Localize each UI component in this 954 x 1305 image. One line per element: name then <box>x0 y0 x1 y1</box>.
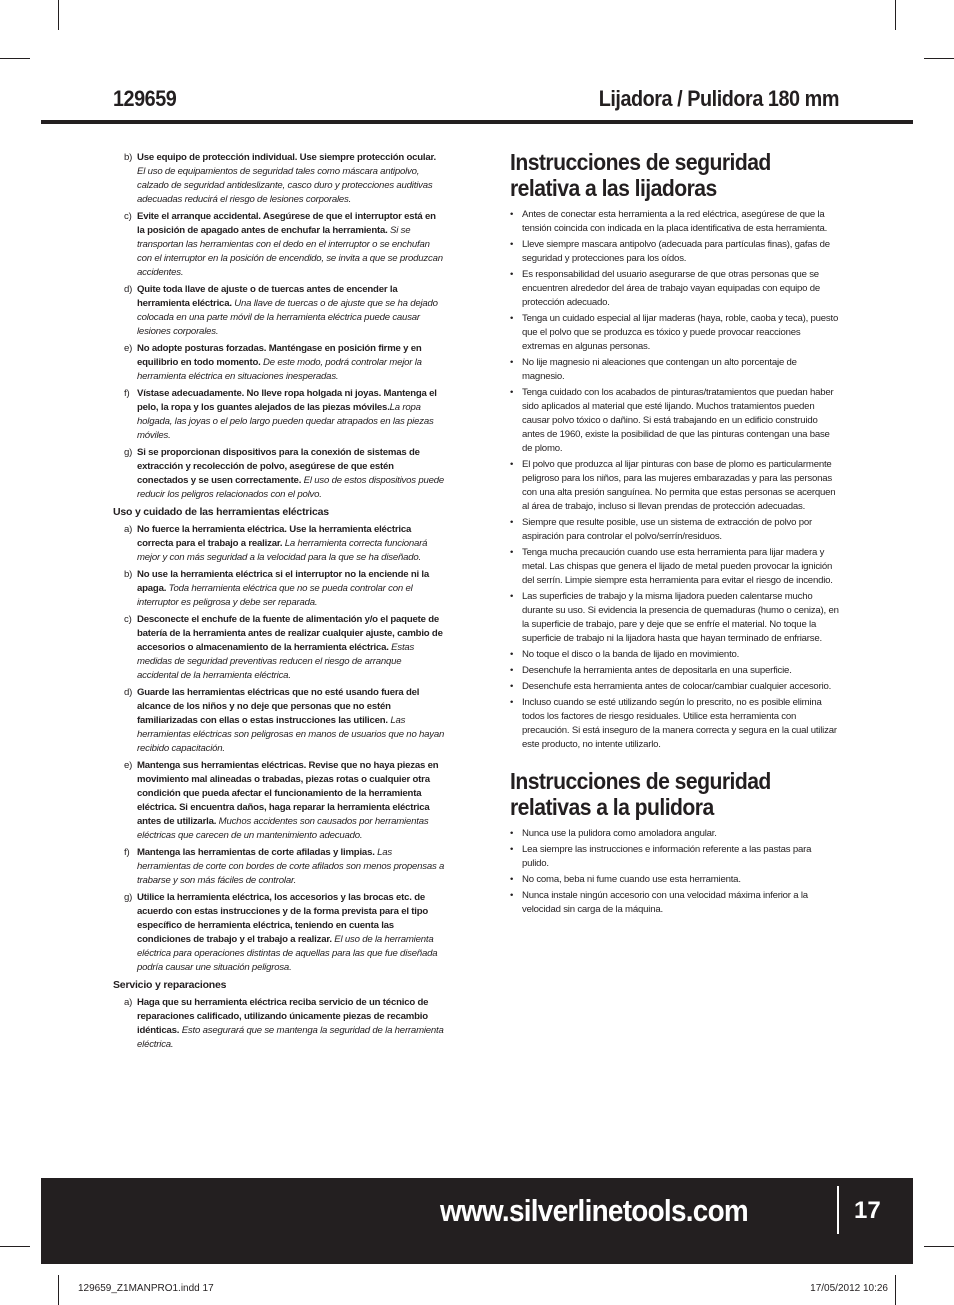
bullet-item: • No coma, beba ni fume cuando use esta herramienta. <box>510 873 840 887</box>
safety-item <box>113 759 445 843</box>
safety-item <box>113 568 445 610</box>
bullet-item: • Antes de conectar esta herramienta a la red eléctrica, asegúrese de que la tensión coincida con indicada en la placa identificativa de esta herramienta. <box>510 208 840 236</box>
website-link[interactable]: www.silverlinetools.com <box>440 1193 748 1228</box>
item-body-text: El uso de estos dispositivos puede reducir los peligros relacionados con el polvo. <box>137 475 445 500</box>
crop-mark <box>924 1246 954 1247</box>
item-letter: e) <box>124 343 133 354</box>
item-bold-text: Haga que su herramienta eléctrica reciba servicio de un técnico de reparaciones calificado, utilizando únicamente piezas de recambio idénticas. <box>137 997 429 1036</box>
item-bold-text: Use equipo de protección individual. Use siempre protección ocular. <box>137 152 437 163</box>
section-title-polisher: Instrucciones de seguridad relativas a la pulidora <box>510 768 771 820</box>
page-title: Lijadora / Pulidora 180 mm <box>598 86 839 111</box>
item-letter: c) <box>124 211 132 222</box>
item-bold-text: Vístase adecuadamente. No lleve ropa holgada ni joyas. Mantenga el pelo, la ropa y los guantes alejados de las piezas móviles. <box>137 388 437 413</box>
bullet-item: • Tenga un cuidado especial al lijar maderas (haya, roble, caoba y teca), puesto que el polvo que se produzca es tóxico y puede provocar reacciones extremas en algunas personas. <box>510 312 840 354</box>
item-body-text: El uso de equipamientos de seguridad tales como máscara antipolvo, calzado de seguridad antideslizante, casco duro y protecciones auditivas adecuadas reducirá el riesgo de lesiones corporales. <box>137 166 433 205</box>
item-body-text: Muchos accidentes son causados por herramientas eléctricas que carecen de un mantenimiento adecuado. <box>137 816 429 841</box>
item-letter: g) <box>124 447 133 458</box>
safety-item <box>113 387 445 443</box>
item-letter: e) <box>124 760 133 771</box>
product-code: 129659 <box>113 86 177 111</box>
page-number: 17 <box>854 1197 881 1224</box>
bullet-item: • Incluso cuando se esté utilizando según lo prescrito, no es posible elimina todos los factores de riesgo residuales. Utilice esta herramienta con precaución. Si está inseguro de la manera correcta y segura en la cual utilizar este producto, no intente utilizarlo. <box>510 696 840 752</box>
crop-mark <box>0 58 30 59</box>
item-bold-text: No use la herramienta eléctrica si el interruptor no la enciende ni la apaga. <box>137 569 430 594</box>
safety-item <box>113 891 445 975</box>
section-title-sanders: Instrucciones de seguridad relativa a las lijadoras <box>510 149 771 201</box>
item-body-text: Estas medidas de seguridad preventivas reducen el riesgo de arranque accidental de la herramienta eléctrica. <box>137 642 415 681</box>
item-body-text: Si se transportan las herramientas con el dedo en el interruptor o se enchufan con el interruptor en la posición de encendido, se invita a que se produzcan accidentes. <box>137 225 443 278</box>
left-column <box>113 151 445 1055</box>
item-letter: a) <box>124 997 133 1008</box>
item-letter: d) <box>124 687 133 698</box>
bullet-list-polisher <box>510 827 840 917</box>
bullet-item: • Tenga cuidado con los acabados de pinturas/tratamientos que puedan haber sido aplicados al material que esté lijando. Muchos tratamientos pueden causar polvo tóxico o dañino. Si está trabajando en un edificio construido antes de 1960, existe la posibilidad de que las pinturas contengan una base de plomo. <box>510 386 840 456</box>
print-slug-date: 17/05/2012 10:26 <box>810 1283 888 1294</box>
item-letter: f) <box>124 388 130 399</box>
bullet-item: • Lea siempre las instrucciones e información referente a las pastas para pulido. <box>510 843 840 871</box>
safety-list-personal <box>113 151 445 502</box>
safety-item <box>113 342 445 384</box>
item-letter: a) <box>124 524 133 535</box>
item-body-text: El uso de la herramienta eléctrica para operaciones distintas de aquellas para las que fue diseñada podría causar une situación peligrosa. <box>137 934 438 973</box>
item-letter: g) <box>124 892 133 903</box>
crop-mark <box>895 0 896 30</box>
bullet-item: • El polvo que produzca al lijar pinturas con base de plomo es particularmente peligroso para los niños, para las mujeres embarazadas y para las personas con una alta presión sanguínea. No permita que estas personas se acerquen al área de trabajo, incluso si llevan prendas de protección adecuadas. <box>510 458 840 514</box>
item-bold-text: Utilice la herramienta eléctrica, los accesorios y las brocas etc. de acuerdo con estas instrucciones y de la forma prevista para el tipo específico de herramienta eléctrica, teniendo en cuenta las condiciones de trabajo y el trabajo a realizar. <box>137 892 429 945</box>
safety-item <box>113 523 445 565</box>
safety-item <box>113 686 445 756</box>
right-column <box>510 149 840 919</box>
item-bold-text: Quite toda llave de ajuste o de tuercas antes de encender la herramienta eléctrica. <box>137 284 398 309</box>
bullet-item: • Nunca instale ningún accesorio con una velocidad máxima inferior a la velocidad sin carga de la máquina. <box>510 889 840 917</box>
item-letter: f) <box>124 847 130 858</box>
item-letter: c) <box>124 614 132 625</box>
safety-list-service <box>113 996 445 1052</box>
crop-mark <box>0 1246 30 1247</box>
item-bold-text: No fuerce la herramienta eléctrica. Use la herramienta eléctrica correcta para el trabajo a realizar. <box>137 524 412 549</box>
item-letter: b) <box>124 569 133 580</box>
item-bold-text: Mantenga las herramientas de corte afiladas y limpias. <box>137 847 375 858</box>
safety-list-tool-use <box>113 523 445 975</box>
safety-item <box>113 996 445 1052</box>
item-bold-text: Mantenga sus herramientas eléctricas. Revise que no haya piezas en movimiento mal alineadas o trabadas, piezas rotas o cualquier otra condición que pueda afectar el funcionamiento de la herramienta eléctrica. Si encuentra daños, haga reparar la herramienta eléctrica antes de utilizarla. <box>137 760 439 827</box>
crop-mark <box>58 1275 59 1305</box>
safety-item <box>113 210 445 280</box>
item-body-text: Toda herramienta eléctrica que no se pueda controlar con el interruptor es peligrosa y debe ser reparada. <box>137 583 413 608</box>
item-body-text: La ropa holgada, las joyas o el pelo largo pueden quedar atrapados en las piezas móviles. <box>137 402 434 441</box>
footer-divider <box>837 1186 839 1234</box>
item-body-text: La herramienta correcta funcionará mejor y con más seguridad a la velocidad para la que se ha diseñado. <box>137 538 428 563</box>
item-letter: d) <box>124 284 133 295</box>
bullet-item: • Desenchufe esta herramienta antes de colocar/cambiar cualquier accesorio. <box>510 680 840 694</box>
item-body-text: De este modo, podrá controlar mejor la herramienta eléctrica en situaciones inesperadas. <box>137 357 422 382</box>
bullet-item: • No toque el disco o la banda de lijado en movimiento. <box>510 648 840 662</box>
crop-mark <box>58 0 59 30</box>
bullet-item: • Las superficies de trabajo y la misma lijadora pueden calentarse mucho durante su uso. Si evidencia la presencia de quemaduras (humo o ceniza), en la superficie de trabajo, pare y deje que se enfríe el material. No toque la superficie de trabajo ni la lijadora hasta que hayan terminado de enfriarse. <box>510 590 840 646</box>
item-bold-text: Si se proporcionan dispositivos para la conexión de sistemas de extracción y recolección de polvo, asegúrese de que estén conectados y se usen correctamente. <box>137 447 420 486</box>
crop-mark <box>895 1275 896 1305</box>
item-bold-text: No adopte posturas forzadas. Manténgase en posición firme y en equilibrio en todo momento. <box>137 343 422 368</box>
bullet-item: • No lije magnesio ni aleaciones que contengan un alto porcentaje de magnesio. <box>510 356 840 384</box>
item-body-text: Esto asegurará que se mantenga la seguridad de la herramienta eléctrica. <box>137 1025 444 1050</box>
bullet-list-sanders <box>510 208 840 752</box>
item-body-text: Una llave de tuercas o de ajuste que se ha dejado colocada en una parte móvil de la herramienta eléctrica puede causar lesiones corporales. <box>137 298 438 337</box>
subheading-service: Servicio y reparaciones <box>113 979 227 991</box>
item-bold-text: Evite el arranque accidental. Asegúrese de que el interruptor está en la posición de apagado antes de enchufar la herramienta. <box>137 211 436 236</box>
safety-item <box>113 151 445 207</box>
bullet-item: • Tenga mucha precaución cuando use esta herramienta para lijar madera y metal. Las chispas que genera el lijado de metal pueden provocar la ignición del serrín. Limpie siempre esta herramienta para evitar el riesgo de incendio. <box>510 546 840 588</box>
bullet-item: • Es responsabilidad del usuario asegurarse de que otras personas que se encuentren alrededor del área de trabajo vayan equipadas con equipo de protección adecuado. <box>510 268 840 310</box>
crop-mark <box>924 58 954 59</box>
bullet-item: • Siempre que resulte posible, use un sistema de extracción de polvo por aspiración para controlar el polvo/serrín/residuos. <box>510 516 840 544</box>
safety-item <box>113 846 445 888</box>
item-body-text: Las herramientas eléctricas son peligrosas en manos de usuarios que no hayan recibido capacitación. <box>137 715 445 754</box>
safety-item <box>113 283 445 339</box>
item-bold-text: Desconecte el enchufe de la fuente de alimentación y/o el paquete de batería de la herramienta antes de realizar cualquier ajuste, cambio de accesorios o almacenamiento de la herramienta eléctrica. <box>137 614 443 653</box>
print-slug-file: 129659_Z1MANPRO1.indd 17 <box>78 1283 214 1294</box>
bullet-item: • Lleve siempre mascara antipolvo (adecuada para partículas finas), gafas de seguridad y protecciones para los oídos. <box>510 238 840 266</box>
item-letter: b) <box>124 152 133 163</box>
bullet-item: • Nunca use la pulidora como amoladora angular. <box>510 827 840 841</box>
safety-item <box>113 613 445 683</box>
item-body-text: Las herramientas de corte con bordes de corte afilados son menos propensas a trabarse y son más fáciles de controlar. <box>137 847 445 886</box>
header-rule <box>41 120 913 124</box>
subheading-tool-use: Uso y cuidado de las herramientas eléctricas <box>113 506 329 518</box>
bullet-item: • Desenchufe la herramienta antes de depositarla en una superficie. <box>510 664 840 678</box>
safety-item <box>113 446 445 502</box>
item-bold-text: Guarde las herramientas eléctricas que no esté usando fuera del alcance de los niños y no deje que personas que no estén familiarizadas con ellas o estas instrucciones las utilicen. <box>137 687 420 726</box>
